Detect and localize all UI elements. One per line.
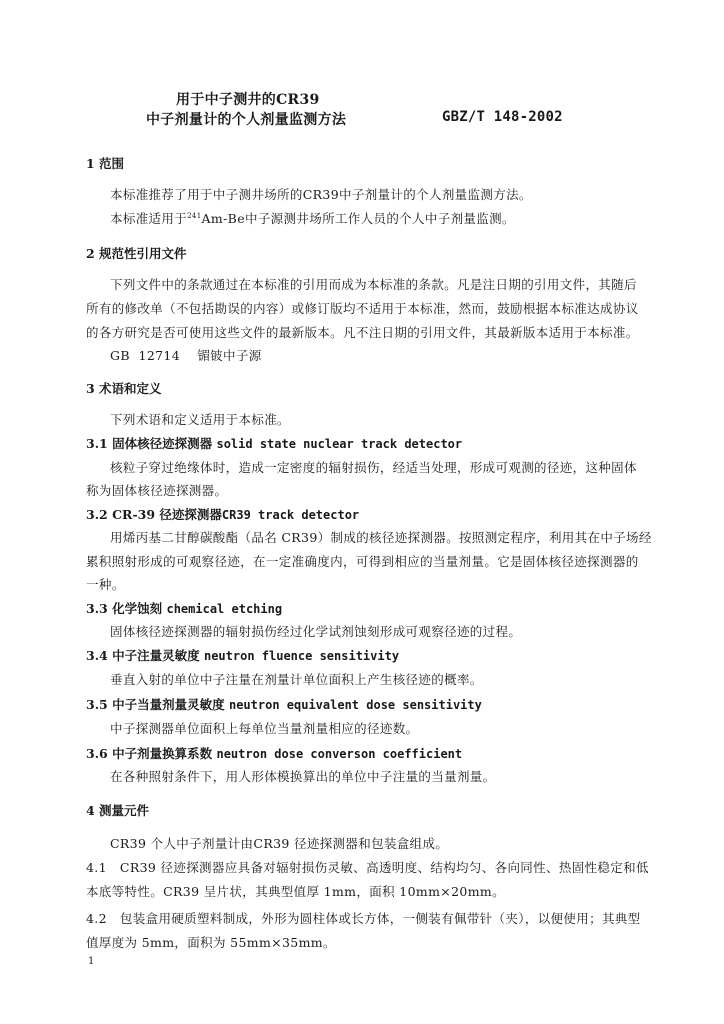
- section-2-line: 下列文件中的条款通过在本标准的引用而成为本标准的条款。凡是注日期的引用文件，其随后: [110, 277, 637, 292]
- section-3-heading: 3 术语和定义: [86, 381, 162, 396]
- term-3-3-line: 固体核径迹探测器的辐射损伤经过化学试剂蚀刻形成可观察径迹的过程。: [110, 624, 522, 639]
- clause-4-2-line: 4.2 包装盒用硬质塑料制成，外形为圆柱体或长方体，一侧装有佩带针（夹），以便使用；其典型: [86, 911, 641, 926]
- clause-4-2-line: 值厚度为 5mm，面积为 55mm×35mm。: [86, 935, 336, 950]
- clause-4-1-line: 本底等特性。CR39 呈片状，其典型值厚 1mm，面积 10mm×20mm。: [86, 884, 505, 899]
- section-4-heading: 4 测量元件: [86, 803, 150, 818]
- title-line-1: 用于中子测井的CR39: [176, 92, 320, 108]
- section-3-intro: 下列术语和定义适用于本标准。: [110, 412, 290, 427]
- term-3-5-heading: 3.5 中子当量剂量灵敏度 neutron equivalent dose sensitivity: [86, 697, 482, 712]
- term-3-5-line: 中子探测器单位面积上每单位当量剂量相应的径迹数。: [110, 721, 419, 736]
- superscript-mass-number: 241: [187, 211, 202, 220]
- section-1-heading: 1 范围: [86, 156, 125, 171]
- term-3-1-heading: 3.1 固体核径迹探测器 solid state nuclear track detector: [86, 436, 463, 451]
- term-3-2-line: 用烯丙基二甘醇碳酸酯（品名 CR39）制成的核径迹探测器。按照测定程序，利用其在中子场经: [110, 530, 652, 545]
- term-3-3-heading: 3.3 化学蚀刻 chemical etching: [86, 601, 283, 616]
- standard-number: GBZ/T 148-2002: [442, 109, 563, 125]
- term-3-4-line: 垂直入射的单位中子注量在剂量计单位面积上产生核径迹的概率。: [110, 672, 483, 687]
- term-3-1-line: 称为固体核径迹探测器。: [86, 483, 228, 498]
- section-2-heading: 2 规范性引用文件: [86, 246, 187, 261]
- term-3-4-heading: 3.4 中子注量灵敏度 neutron fluence sensitivity: [86, 648, 400, 663]
- title-line-2: 中子剂量计的个人剂量监测方法: [146, 112, 347, 128]
- term-3-6-line: 在各种照射条件下，用人形体模换算出的单位中子注量的当量剂量。: [110, 769, 496, 784]
- section-2-line: 所有的修改单（不包括勘误的内容）或修订版均不适用于本标准，然而，鼓励根据本标准达成协议: [86, 301, 639, 316]
- section-1-para-1: 本标准推荐了用于中子测井场所的CR39中子剂量计的个人剂量监测方法。: [110, 187, 532, 202]
- section-1-para-2: 本标准适用于$^{241}$Am-Be中子源测井场所工作人员的个人中子剂量监测。: [110, 211, 515, 226]
- section-2-line: 的各方研究是否可使用这些文件的最新版本。凡不注日期的引用文件，其最新版本适用于本标准。: [86, 325, 639, 340]
- clause-4-1-line: 4.1 CR39 径迹探测器应具备对辐射损伤灵敏、高透明度、结构均匀、各向同性、热固性稳定和低: [86, 860, 649, 875]
- section-4-intro: CR39 个人中子剂量计由CR39 径迹探测器和包装盒组成。: [110, 836, 449, 851]
- term-3-6-heading: 3.6 中子剂量换算系数 neutron dose converson coefficient: [86, 746, 463, 761]
- section-2-reference: GB 12714 镅铍中子源: [110, 348, 262, 363]
- term-3-2-line: 累积照射形成的可观察径迹，在一定准确度内，可得到相应的当量剂量。它是固体核径迹探测器的: [86, 554, 639, 569]
- term-3-1-line: 核粒子穿过绝缘体时，造成一定密度的辐射损伤，经适当处理，形成可观测的径迹，这种固体: [110, 460, 637, 475]
- term-3-2-line: 一种。: [86, 577, 125, 592]
- page-number: 1: [88, 956, 95, 967]
- term-3-2-heading: 3.2 CR-39 径迹探测器CR39 track detector: [86, 507, 360, 522]
